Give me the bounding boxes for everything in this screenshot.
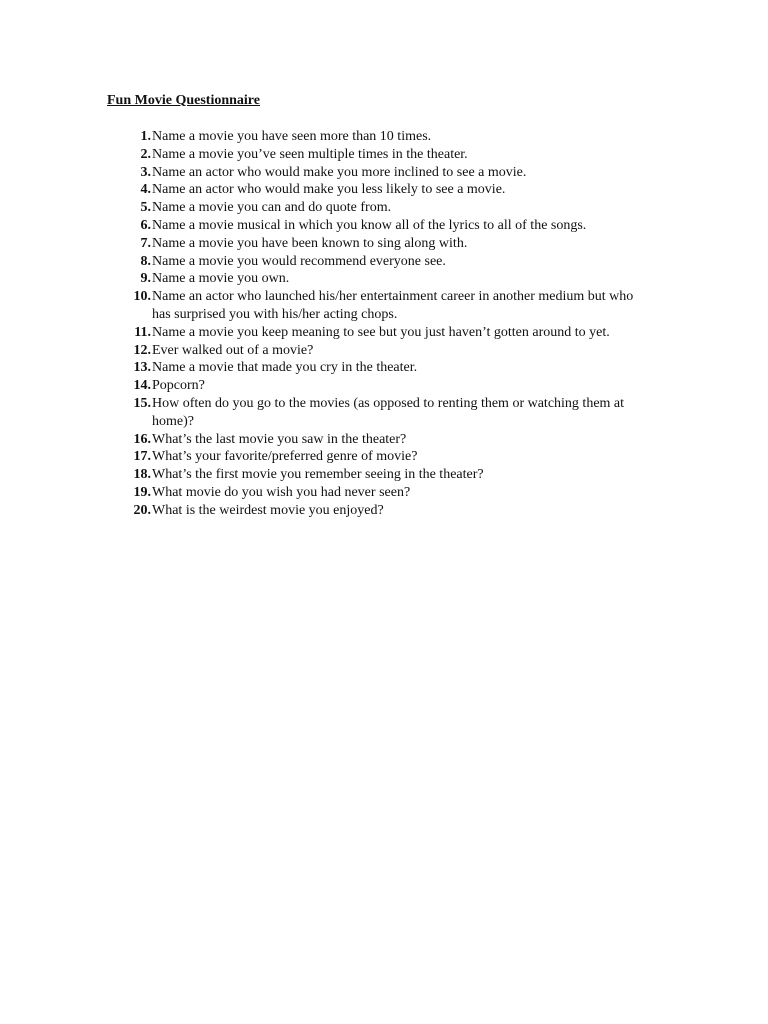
question-item xyxy=(107,253,667,271)
question-number: 2. xyxy=(140,146,151,162)
question-item xyxy=(107,484,667,502)
question-item xyxy=(107,324,667,342)
question-text: Name a movie you have been known to sing along with. xyxy=(152,235,468,251)
question-item xyxy=(107,164,667,182)
question-item xyxy=(107,359,667,377)
question-number: 13. xyxy=(133,360,151,376)
question-text: How often do you go to the movies (as opposed to renting them or watching them at home)? xyxy=(152,395,625,429)
question-text: Name an actor who would make you more inclined to see a movie. xyxy=(152,164,527,180)
question-text: What movie do you wish you had never seen? xyxy=(152,484,411,500)
question-item xyxy=(107,466,667,484)
question-text: Name a movie you keep meaning to see but you just haven’t gotten around to yet. xyxy=(152,324,610,340)
question-list xyxy=(107,128,667,520)
question-item xyxy=(107,502,667,520)
question-number: 15. xyxy=(133,395,151,411)
question-item xyxy=(107,270,667,288)
question-number: 1. xyxy=(140,129,151,144)
question-text: Name a movie you can and do quote from. xyxy=(152,200,392,216)
question-item xyxy=(107,431,667,449)
question-item xyxy=(107,217,667,235)
question-number: 7. xyxy=(140,235,151,251)
question-number: 3. xyxy=(140,164,151,180)
question-item xyxy=(107,181,667,199)
question-item xyxy=(107,342,667,360)
question-number: 20. xyxy=(133,502,151,518)
question-item xyxy=(107,377,667,395)
question-item xyxy=(107,146,667,164)
document-title: Fun Movie Questionnaire xyxy=(107,93,260,108)
question-number: 8. xyxy=(140,253,151,269)
question-number: 5. xyxy=(140,200,151,216)
question-item xyxy=(107,128,667,146)
question-text: Popcorn? xyxy=(152,378,205,394)
question-text: Name an actor who would make you less likely to see a movie. xyxy=(152,182,506,198)
question-text: What’s the last movie you saw in the theater? xyxy=(152,431,407,447)
question-text: Name a movie that made you cry in the theater. xyxy=(152,360,418,376)
question-number: 18. xyxy=(133,467,151,483)
question-text: Name an actor who launched his/her entertainment career in another medium but who has surprised you with his/her acting chops. xyxy=(152,289,634,322)
question-number: 16. xyxy=(133,431,151,447)
question-text: Ever walked out of a movie? xyxy=(152,342,314,358)
question-number: 10. xyxy=(133,289,151,305)
question-number: 6. xyxy=(140,217,151,233)
question-number: 17. xyxy=(133,449,151,465)
question-item xyxy=(107,199,667,217)
question-item xyxy=(107,448,667,466)
question-text: Name a movie you have seen more than 10 times. xyxy=(152,129,432,144)
question-text: What’s the first movie you remember seeing in the theater? xyxy=(152,467,484,483)
question-text: What’s your favorite/preferred genre of movie? xyxy=(152,449,418,465)
question-number: 11. xyxy=(134,324,151,340)
question-number: 4. xyxy=(140,182,151,198)
question-text: Name a movie you would recommend everyone see. xyxy=(152,253,446,269)
question-number: 9. xyxy=(140,271,151,287)
question-text: Name a movie you’ve seen multiple times in the theater. xyxy=(152,146,468,162)
question-text: What is the weirdest movie you enjoyed? xyxy=(152,502,384,518)
question-item xyxy=(107,235,667,253)
question-text: Name a movie you own. xyxy=(152,271,290,287)
question-number: 14. xyxy=(133,378,151,394)
question-item xyxy=(107,288,667,324)
question-number: 19. xyxy=(133,484,151,500)
question-text: Name a movie musical in which you know all of the lyrics to all of the songs. xyxy=(152,217,587,233)
question-number: 12. xyxy=(133,342,151,358)
question-item xyxy=(107,395,667,431)
